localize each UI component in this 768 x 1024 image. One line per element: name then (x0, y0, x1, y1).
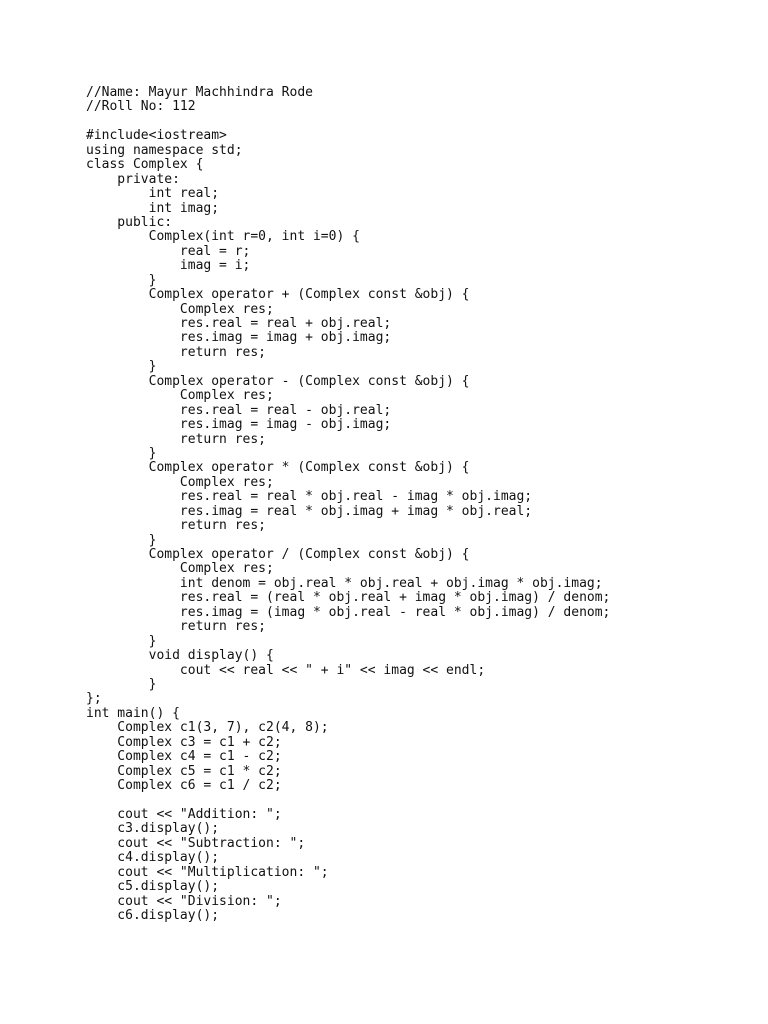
code-line: c3.display(); (86, 821, 220, 837)
code-line: //Roll No: 112 (86, 99, 196, 115)
code-line: imag = i; (86, 258, 251, 274)
code-line: int main() { (86, 705, 180, 721)
code-line: Complex operator * (Complex const &obj) { (86, 460, 470, 476)
code-line: } (86, 676, 157, 692)
code-line: int imag; (86, 200, 220, 216)
code-line: #include<iostream> (86, 128, 227, 144)
code-line: } (86, 532, 157, 548)
code-line: res.imag = real * obj.imag + imag * obj.real; (86, 503, 533, 519)
code-line: public: (86, 214, 173, 230)
code-line: Complex c5 = c1 * c2; (86, 763, 282, 779)
code-line: Complex c4 = c1 - c2; (86, 749, 282, 765)
code-line: c6.display(); (86, 907, 220, 923)
code-line: void display() { (86, 648, 274, 664)
code-line: real = r; (86, 243, 251, 259)
code-line: res.real = real + obj.real; (86, 316, 392, 331)
code-line: Complex res; (86, 301, 274, 317)
code-line: cout << "Subtraction: "; (86, 835, 306, 851)
code-line: res.real = real * obj.real - imag * obj.imag; (86, 489, 533, 505)
code-line: res.real = real - obj.real; (86, 402, 392, 418)
code-line: class Complex { (86, 157, 204, 173)
code-line: return res; (86, 619, 267, 635)
code-line: cout << "Addition: "; (86, 806, 282, 822)
code-line: res.imag = imag + obj.imag; (86, 330, 392, 346)
code-line: } (86, 445, 157, 461)
code-line: return res; (86, 431, 267, 447)
code-line: cout << "Multiplication: "; (86, 864, 329, 880)
code-line: }; (86, 691, 102, 707)
code-line: Complex res; (86, 388, 274, 404)
code-line: res.imag = (imag * obj.real - real * obj.imag) / denom; (86, 604, 611, 620)
code-line: //Name: Mayur Machhindra Rode (86, 85, 313, 100)
code-line: } (86, 633, 157, 649)
code-line: private: (86, 171, 180, 187)
code-line: } (86, 359, 157, 375)
code-line: Complex operator + (Complex const &obj) { (86, 287, 470, 303)
code-line: Complex operator - (Complex const &obj) { (86, 373, 470, 389)
code-line (86, 115, 610, 129)
code-line (86, 793, 610, 807)
code-line: Complex c6 = c1 / c2; (86, 778, 282, 793)
code-line: Complex res; (86, 474, 274, 490)
code-line: Complex res; (86, 561, 274, 577)
code-line: cout << real << " + i" << imag << endl; (86, 662, 486, 678)
code-block (86, 86, 610, 923)
code-line: c4.display(); (86, 850, 220, 866)
code-line: return res; (86, 344, 267, 360)
code-line: Complex c1(3, 7), c2(4, 8); (86, 720, 329, 736)
code-line: cout << "Division: "; (86, 893, 282, 909)
code-line: return res; (86, 518, 267, 534)
code-line: res.imag = imag - obj.imag; (86, 417, 392, 433)
code-line: c5.display(); (86, 879, 220, 895)
code-line: using namespace std; (86, 142, 243, 158)
code-line: int denom = obj.real * obj.real + obj.imag * obj.imag; (86, 575, 603, 591)
code-line: Complex(int r=0, int i=0) { (86, 229, 360, 245)
code-line: Complex c3 = c1 + c2; (86, 734, 282, 750)
code-line: int real; (86, 186, 220, 202)
code-line: res.real = (real * obj.real + imag * obj.imag) / denom; (86, 590, 611, 606)
code-line: Complex operator / (Complex const &obj) { (86, 547, 470, 562)
code-line: } (86, 272, 157, 288)
